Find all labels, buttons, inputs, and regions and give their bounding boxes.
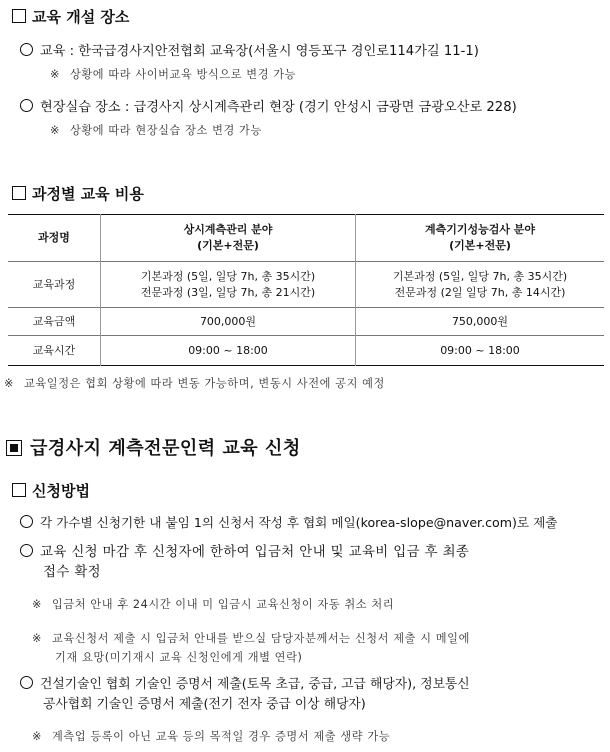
apply-item-deadline-cont: 접수 확정 bbox=[43, 565, 101, 580]
apply-item-certificate-cont: 공사협회 기술인 증명서 제출(전기 전자 중급 이상 해당자) bbox=[43, 697, 366, 712]
apply-item-email: 각 가수별 신청기한 내 붙임 1의 신청서 작성 후 협회 메일(korea-slope@naver.com)로 제출 bbox=[20, 512, 557, 531]
checkbox-icon bbox=[12, 483, 26, 497]
venue-note-education: ※ 상황에 따라 사이버교육 방식으로 변경 가능 bbox=[50, 68, 297, 81]
circle-bullet-icon bbox=[20, 43, 33, 56]
row-label: 교육시간 bbox=[8, 336, 101, 366]
header-col2: 계측기기성능검사 분야 (기본+전문) bbox=[424, 223, 536, 252]
circle-bullet-icon bbox=[20, 515, 33, 528]
apply-note-email: ※ 교육신청서 제출 시 입금처 안내를 받으실 담당자분께서는 신청서 제출 시 메일에 bbox=[32, 632, 470, 645]
header-col1: 상시계측관리 분야 (기본+전문) bbox=[101, 215, 356, 262]
circle-bullet-icon bbox=[20, 99, 33, 112]
venue-item-education: 교육 : 한국급경사지안전협회 교육장(서울시 영등포구 경인로114가길 11-1) bbox=[20, 40, 479, 59]
row-cell: 700,000원 bbox=[101, 308, 356, 336]
cost-note: ※ 교육일정은 협회 상황에 따라 변동 가능하며, 변동시 사전에 공지 예정 bbox=[4, 377, 385, 390]
section-venue-title: 교육 개설 장소 bbox=[12, 6, 129, 27]
checkbox-icon bbox=[12, 9, 26, 23]
filled-square-icon bbox=[6, 440, 22, 456]
apply-note-email-cont: 기재 요망(미기재시 교육 신청인에게 개별 연락) bbox=[55, 651, 303, 664]
circle-bullet-icon bbox=[20, 544, 33, 557]
row-cell: 750,000원 bbox=[356, 308, 605, 336]
row-cell: 09:00 ~ 18:00 bbox=[101, 336, 356, 366]
row-cell: 기본과정 (5일, 일당 7h, 총 35시간) 전문과정 (2일 일당 7h, 총 14시간) bbox=[356, 262, 605, 308]
apply-note-auto-cancel: ※ 입금처 안내 후 24시간 이내 미 입금시 교육신청이 자동 취소 처리 bbox=[32, 598, 395, 611]
section-apply-title: 급경사지 계측전문인력 교육 신청 bbox=[6, 434, 301, 460]
row-label: 교육금액 bbox=[8, 308, 101, 336]
checkbox-icon bbox=[12, 186, 26, 200]
venue-item-practice: 현장실습 장소 : 급경사지 상시계측관리 현장 (경기 안성시 금광면 금광오산로 228) bbox=[20, 96, 517, 115]
table-row bbox=[8, 308, 604, 336]
venue-note-practice: ※ 상황에 따라 현장실습 장소 변경 가능 bbox=[50, 124, 262, 137]
circle-bullet-icon bbox=[20, 676, 33, 689]
apply-item-deadline: 교육 신청 마감 후 신청자에 한하여 입금처 안내 및 교육비 입금 후 최종 bbox=[20, 541, 469, 560]
header-label: 과정명 bbox=[8, 215, 101, 262]
cost-table bbox=[8, 214, 604, 366]
row-cell: 기본과정 (5일, 일당 7h, 총 35시간) 전문과정 (3일, 일당 7h, 총 21시간) bbox=[101, 262, 356, 308]
row-label: 교육과정 bbox=[8, 262, 101, 308]
table-header-row bbox=[8, 215, 604, 262]
apply-method-title: 신청방법 bbox=[12, 480, 90, 501]
row-cell: 09:00 ~ 18:00 bbox=[356, 336, 605, 366]
table-row bbox=[8, 336, 604, 366]
apply-item-certificate: 건설기술인 협회 기술인 증명서 제출(토목 초급, 중급, 고급 해당자), 정보통신 bbox=[20, 673, 470, 692]
table-row bbox=[8, 262, 604, 308]
apply-note-skip: ※ 계측업 등록이 아닌 교육 등의 목적일 경우 증명서 제출 생략 가능 bbox=[32, 730, 391, 743]
section-cost-title: 과정별 교육 비용 bbox=[12, 183, 144, 204]
